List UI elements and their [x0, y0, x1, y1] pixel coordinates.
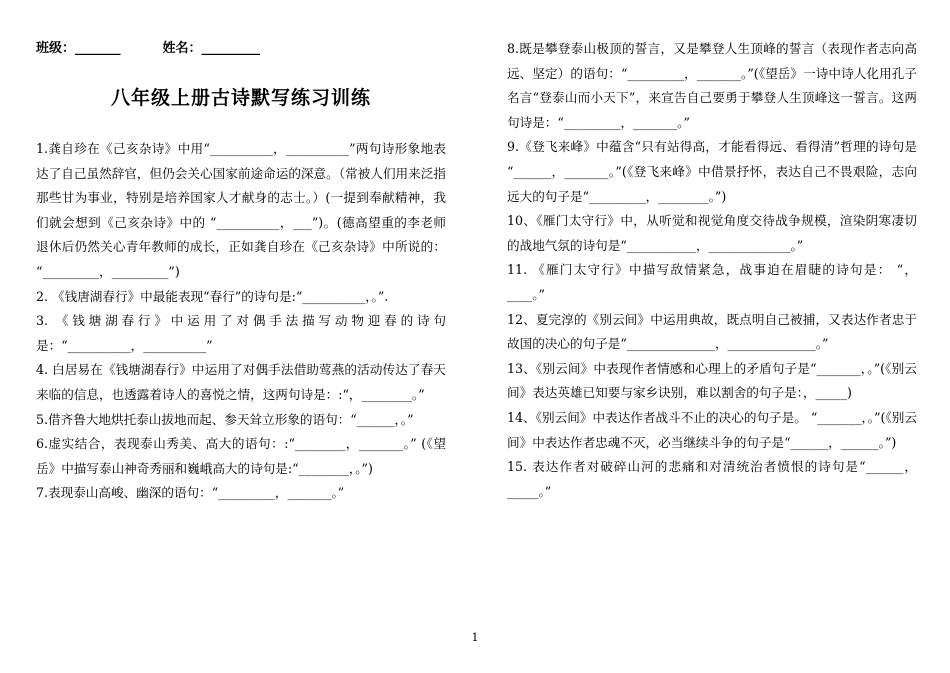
- question-6: 6.虚实结合，表现泰山秀美、高大的语句：:“________，_______。” (《望岳》中描写泰山神奇秀丽和巍峨高大的诗句是:“________，。”): [36, 436, 446, 476]
- right-question-list: [507, 37, 917, 504]
- question-7: 7.表现泰山高峻、幽深的语句：“_________，_______。”: [36, 485, 345, 501]
- question-11: 11. 《雁门太守行》中描写敌情紧急，战事迫在眉睫的诗句是： “，____。”: [507, 262, 917, 302]
- question-5: 5.借齐鲁大地烘托泰山拔地而起、参天耸立形象的语句：“______，。”: [36, 411, 414, 427]
- name-field-label: 姓名：_________: [162, 41, 261, 56]
- left-question-list: [36, 137, 446, 506]
- document-title: 八年级上册古诗默写练习训练: [110, 87, 371, 109]
- question-14: 14、《别云间》中表达作者战斗不止的决心的句子是。 “_______，。”(《别云间》中表达作者忠魂不灭，必当继续斗争的句子是“______，______。”): [507, 409, 917, 450]
- question-1: 1.龚自珍在《己亥杂诗》中用“__________，__________”两句诗形象地表达了自己虽然辞官，但仍会关心国家前途命运的深意。（常被人们用来泛指那些甘为事业，特别是培养国家人才献身的志士。）(一提到奉献精神，我们就会想到《己亥杂诗》中的 “__________，___”)。(德高望重的李老师退休后仍然关心青年教师的成长，正如龚自珍在《己亥杂诗》中所说的： “_________，_________”): [36, 141, 446, 279]
- question-9: 9.《登飞来峰》中蕴含“只有站得高，才能看得远、看得清”哲理的诗句是 “______，_______。”(《登飞来峰》中借景抒怀，表达自己不畏艰险，志向远大的句子是“_________，________。”): [507, 139, 917, 204]
- student-info-line: [36, 38, 456, 60]
- class-field-label: 班级：_______: [36, 41, 121, 56]
- question-10: 10、《雁门太守行》中，从听觉和视觉角度交待战争规模，渲染阴寒凄切的战地气氛的诗句是“___________，_____________。”: [507, 213, 917, 253]
- question-8: 8.既是攀登泰山极顶的誓言，又是攀登人生顶峰的誓言（表现作者志向高远、坚定）的语句：“_________，_______。”(《望岳》一诗中诗人化用孔子名言“登泰山而小天下”，来宣告自己要勇于攀登人生顶峰这一誓言。这两句诗是：“_________，_______。”: [507, 41, 917, 130]
- question-12: 12、夏完淳的《别云间》中运用典故，既点明自己被捕，又表达作者忠于故国的决心的句子是“______________，______________。”: [507, 311, 917, 352]
- question-4: 4. 白居易在《钱塘湖春行》中运用了对偶手法借助莺燕的活动传达了春天来临的信息，也透露着诗人的喜悦之情，这两句诗是：:“，________。”: [36, 362, 446, 402]
- page-number: 1: [471, 631, 479, 644]
- question-13: 13、《别云间》中表现作者情感和心理上的矛盾句子是“_______，。”(《别云间》表达英雄已知要与家乡诀别，难以割舍的句子是：，_____): [507, 360, 917, 401]
- question-15: 15. 表达作者对破碎山河的悲痛和对清统治者愤恨的诗句是“______，_____。”: [507, 459, 917, 499]
- question-2: 2. 《钱唐湖春行》中最能表现“春行”的诗句是:“__________，。”.: [36, 288, 389, 304]
- question-3: 3. 《钱塘湖春行》中运用了对偶手法描写动物迎春的诗句是：“__________，__________”: [36, 313, 446, 353]
